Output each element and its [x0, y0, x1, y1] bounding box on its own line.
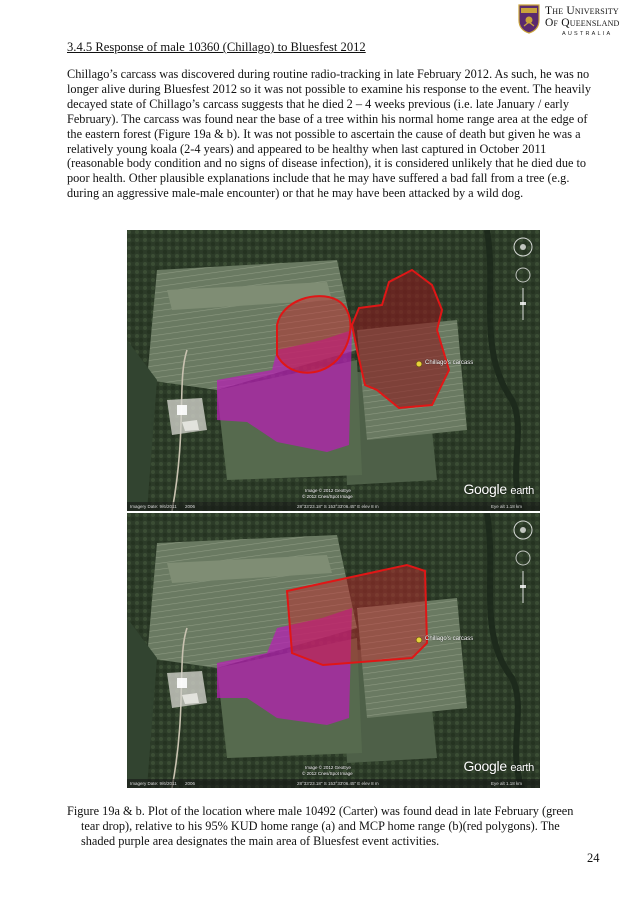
caption-first-line: Figure 19a & b. Plot of the location where male 10492 (Carter) was found dead in late February (green: [67, 804, 574, 818]
eye-altitude: Eye alt 1.18 km: [491, 781, 523, 786]
google-earth-brand: [463, 481, 534, 497]
logo-line-1: The University: [545, 5, 619, 17]
imagery-date: Imagery Date: 9/6/2011: [130, 781, 177, 786]
eye-altitude: Eye alt 1.18 km: [491, 504, 523, 509]
imagery-year: 2006: [185, 504, 196, 509]
copyright-1: Image © 2012 GeoEye: [305, 488, 351, 493]
carcass-label: Chillago’s carcass: [425, 636, 474, 642]
figure-caption: [67, 804, 594, 849]
satellite-map-b: [127, 513, 540, 788]
carcass-marker-icon: [416, 637, 422, 643]
carcass-marker-icon: [416, 361, 422, 367]
imagery-year: 2006: [185, 781, 196, 786]
carcass-label: Chillago’s carcass: [425, 360, 474, 366]
caption-rest: tear drop), relative to his 95% KUD home range (a) and MCP home range (b)(red polygons). The shaded purple area designates the main area of Bluesfest event activities.: [81, 819, 560, 848]
coordinates: 28°33'23.18" S 153°33'06.45" E elev 8 m: [297, 781, 379, 786]
copyright-2: © 2012 Cnes/Spot Image: [302, 771, 353, 776]
coordinates: 28°33'23.18" S 153°33'06.45" E elev 8 m: [297, 504, 379, 509]
map-figure-a: [127, 230, 540, 511]
imagery-date: Imagery Date: 9/6/2011: [130, 504, 177, 509]
uq-logo: [518, 4, 634, 38]
logo-line-2: Of Queensland: [545, 17, 620, 29]
brand-google: Google: [463, 481, 507, 497]
satellite-map-a: [127, 230, 540, 511]
google-earth-brand: [463, 758, 534, 774]
copyright-1: Image © 2012 GeoEye: [305, 765, 351, 770]
brand-earth: earth: [510, 485, 534, 497]
brand-earth: earth: [510, 762, 534, 774]
body-paragraph: Chillago’s carcass was discovered during routine radio-tracking in late February 2012. As such, he was no longer alive during Bluesfest 2012 so it was not possible to examine his response to the event. The heavily decayed state of Chillago’s carcass suggests that he died 2 – 4 weeks previous (i.e. late January / early February). The carcass was found near the base of a tree within his normal home range area at the edge of the eastern forest (Figure 19a & b). It was not possible to ascertain the cause of death but given he was a relatively young koala (2-4 years) and appeared to be healthy when last captured in October 2011 (reasonable body condition and no signs of disease infection), it is considered unlikely that he died due to poor health. Other plausible explanations include that he may have suffered a bad fall from a tree (e.g. during an aggressive male-male encounter) or that he may have been attacked by a wild dog.: [67, 67, 591, 201]
section-heading: 3.4.5 Response of male 10360 (Chillago) to Bluesfest 2012: [67, 40, 366, 54]
status-bar: [127, 502, 540, 511]
brand-google: Google: [463, 758, 507, 774]
page-number: 24: [587, 851, 600, 865]
status-bar: [127, 779, 540, 788]
copyright-2: © 2012 Cnes/Spot Image: [302, 494, 353, 499]
map-figure-b: [127, 513, 540, 788]
uq-crest-icon: [518, 4, 540, 34]
logo-line-3: AUSTRALIA: [562, 31, 613, 37]
